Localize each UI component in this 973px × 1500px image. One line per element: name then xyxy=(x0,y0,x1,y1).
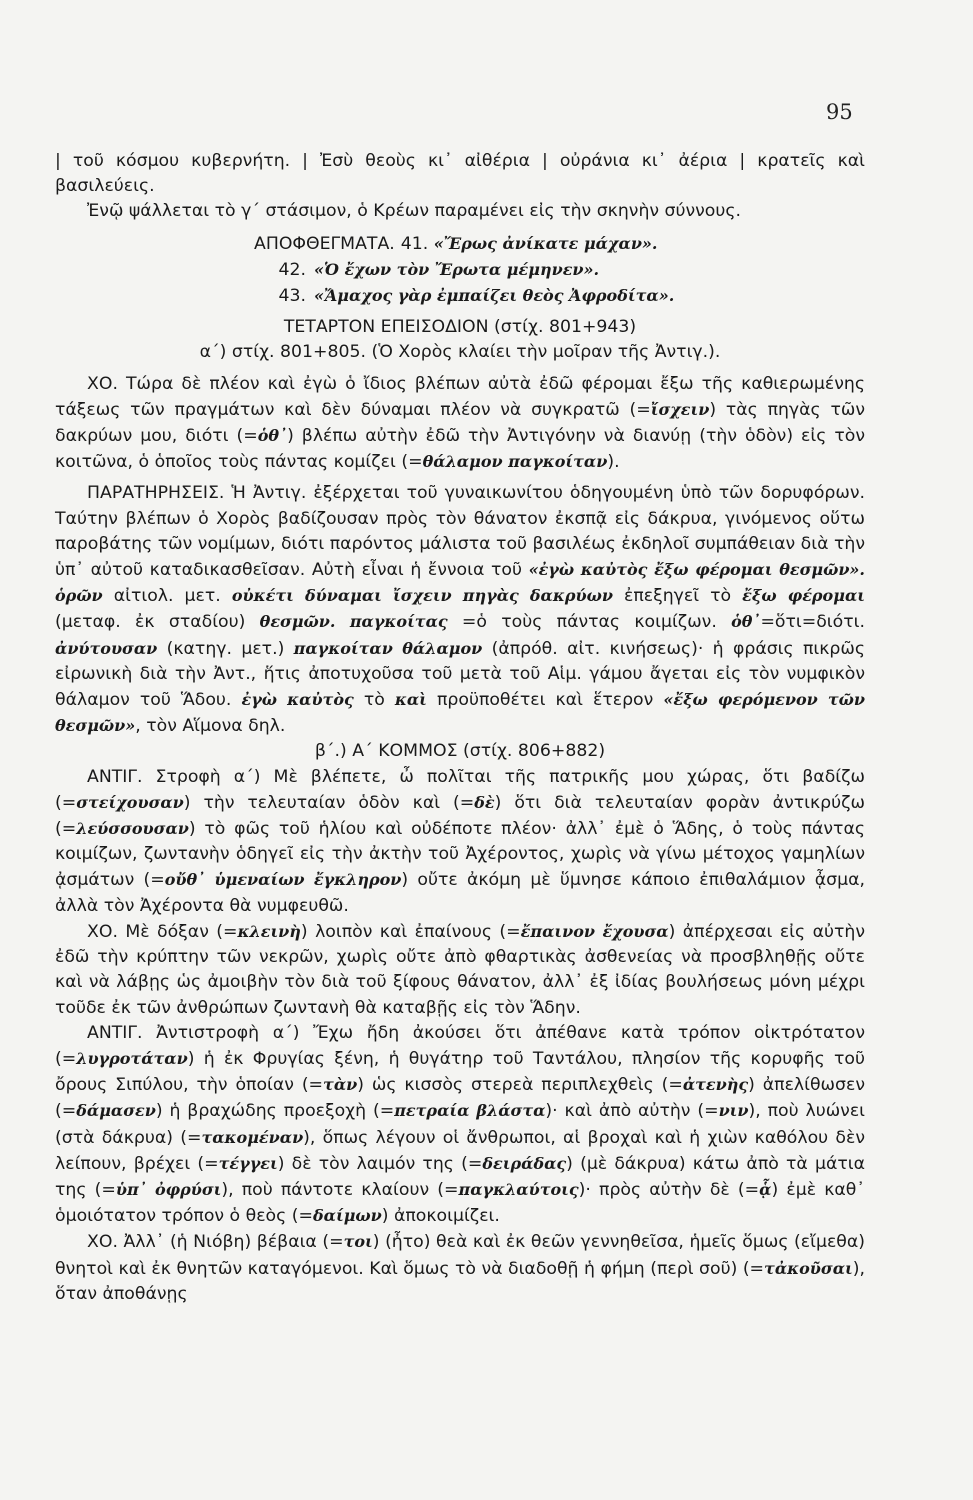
subsection-heading-b: β΄.) Α΄ ΚΟΜΜΟΣ (στίχ. 806+882) xyxy=(314,741,606,762)
paragraph-chorus-1: ΧΟ. Τώρα δὲ πλέον καὶ ἐγὼ ὁ ἴδιος βλέπων αὐτὰ ἐδῶ φέρομαι ἔξω τῆς καθιερωμένης τάξεως τῶν πραγμάτων καὶ δὲν δύναμαι πλέον νὰ συγκρατῶ (=ἴσχειν) τὰς πηγὰς τῶν δακρύων μου, διότι (=ὁθ᾽) βλέπω αὐτὴν ἐδῶ τὴν Ἀντιγόνην νὰ διανύῃ (τὴν ὁδὸν) εἰς τὸν κοιτῶνα, ὁ ὁποῖος τοὺς πάντας κομίζει (=θάλαμον παγκοίταν). xyxy=(55,373,866,473)
page-number: 95 xyxy=(826,100,853,124)
paragraph-remarks: ΠΑΡΑΤΗΡΗΣΕΙΣ. Ἡ Ἀντιγ. ἐξέρχεται τοῦ γυναικωνίτου ὁδηγουμένη ὑπὸ τῶν δορυφόρων. Ταύτην βλέπων ὁ Χορὸς βαδίζουσαν πρὸς τὸν θάνατον ἐκσπᾷ εἰς δάκρυα, γινόμενος οὕτω παροβάτης τῶν νομίμων, διότι παρόντος μάλιστα τοῦ βασιλέως ἐκδηλοῖ συμπάθειαν διὰ τὴν ὑπ᾽ αὐτοῦ καταδικασθεῖσαν. Αὐτὴ εἶναι ἡ ἔννοια τοῦ «ἐγὼ καὐτὸς ἔξω φέρομαι θεσμῶν». ὁρῶν αἰτιολ. μετ. οὐκέτι δύναμαι ἴσχειν πηγὰς δακρύων ἐπεξηγεῖ τὸ ἔξω φέρομαι (μεταφ. ἐκ σταδίου) θεσμῶν. παγκοίτας =ὁ τοὺς πάντας κοιμίζων. ὁθ᾽=ὅτι=διότι. ἀνύτουσαν (κατηγ. μετ.) παγκοίταν θάλαμον (ἀπρόθ. αἰτ. κινήσεως)· ἡ φράσις πικρῶς εἰρωνικὴ διὰ τὴν Ἀντ., ἥτις ἀποτυχοῦσα τοῦ μετὰ τοῦ Αἱμ. γάμου ἄγεται εἰς τὸν νυμφικὸν θάλαμον τοῦ Ἅδου. ἐγὼ καὐτὸς τὸ καὶ προϋποθέτει καὶ ἕτερον «ἔξω φερόμενον τῶν θεσμῶν», τὸν Αἵμονα δηλ. xyxy=(55,483,866,737)
section-heading: ΤΕΤΑΡΤΟΝ ΕΠΕΙΣΟΔΙΟΝ (στίχ. 801+943) xyxy=(283,317,637,338)
paragraph-antigone-strophe: ΑΝΤΙΓ. Στροφὴ α΄) Μὲ βλέπετε, ὦ πολῖται τῆς πατρικῆς μου χώρας, ὅτι βαδίζω (=στείχουσαν) τὴν τελευταίαν ὁδὸν καὶ (=δὲ) ὅτι διὰ τελευταίαν φορὰν ἀντικρύζω (=λεύσσουσαν) τὸ φῶς τοῦ ἡλίου καὶ οὐδέποτε πλέον· ἀλλ᾽ ἐμὲ ὁ Ἅδης, ὁ τοὺς πάντας κοιμίζων, ζωντανὴν ὁδηγεῖ εἰς τὴν ἀκτὴν τοῦ Ἀχέροντος, χωρὶς νὰ γίνω μέτοχος γαμηλίων ᾀσμάτων (=οὔθ᾽ ὑμεναίων ἔγκληρον) οὔτε ἀκόμη μὲ ὕμνησε κάποιο ἐπιθαλάμιον ᾆσμα, ἀλλὰ τὸν Ἀχέροντα θὰ νυμφευθῶ. xyxy=(55,766,865,916)
paragraph-hymn-end: | τοῦ κόσμου κυβερνήτη. | Ἐσὺ θεοὺς κι᾽ αἰθέρια | οὐράνια κι᾽ ἀέρια | κρατεῖς καὶ βασιλεύεις. xyxy=(55,151,865,197)
apophthegm-41: ΑΠΟΦΘΕΓΜΑΤΑ. 41. «Ἔρως ἀνίκατε μάχαν». xyxy=(254,233,658,254)
paragraph-chorus-2: ΧΟ. Μὲ δόξαν (=κλεινὴ) λοιπὸν καὶ ἐπαίνους (=ἔπαινον ἔχουσα) ἀπέρχεσαι εἰς αὐτὴν ἐδῶ τὴν κρύπτην τῶν νεκρῶν, χωρὶς οὔτε ἀπὸ φθαρτικὰς ἀσθενείας νὰ προσβληθῇς οὔτε καὶ νὰ λάβῃς ὡς ἀμοιβὴν τὸν διὰ τοῦ ξίφους θάνατον, ἀλλ᾽ ἐξ ἰδίας βουλήσεως μόνη μέχρι τοῦδε ἐκ τῶν ἀνθρώπων ζωντανὴ θὰ καταβῇς εἰς τὸν Ἅδην. xyxy=(55,921,865,1018)
apophthegm-43: 43. «Ἄμαχος γὰρ ἐμπαίζει θεὸς Ἀφροδίτα». xyxy=(278,286,675,307)
paragraph-antigone-antistrophe: ΑΝΤΙΓ. Ἀντιστροφὴ α΄) Ἔχω ἤδη ἀκούσει ὅτι ἀπέθανε κατὰ τρόπον οἰκτρότατον (=λυγροτάταν) ἡ ἐκ Φρυγίας ξένη, ἡ θυγάτηρ τοῦ Ταντάλου, πλησίον τῆς κορυφῆς τοῦ ὄρους Σιπύλου, τὴν ὁποίαν (=τὰν) ὡς κισσὸς στερεὰ περιπλεχθεὶς (=ἀτενὴς) ἀπελίθωσεν (=δάμασεν) ἡ βραχώδης προεξοχὴ (=πετραία βλάστα)· καὶ ἀπὸ αὐτὴν (=νιν), ποὺ λυώνει (στὰ δάκρυα) (=τακομέναν), ὅπως λέγουν οἱ ἄνθρωποι, αἱ βροχαὶ καὶ ἡ χιὼν καθόλου δὲν λείπουν, βρέχει (=τέγγει) δὲ τὸν λαιμόν της (=δειράδας) (μὲ δάκρυα) κάτω ἀπὸ τὰ μάτια της (=ὑπ᾽ ὀφρύσι), ποὺ πάντοτε κλαίουν (=παγκλαύτοις)· πρὸς αὐτὴν δὲ (=ᾇ) ἐμὲ καθ᾽ ὁμοιότατον τρόπον ὁ θεὸς (=δαίμων) ἀποκοιμίζει. xyxy=(55,1022,866,1227)
apophthegm-42: 42. «Ὁ ἔχων τὸν Ἔρωτα μέμηνεν». xyxy=(278,259,600,280)
apophthegm-label: ΑΠΟΦΘΕΓΜΑΤΑ. xyxy=(254,233,395,254)
body-text xyxy=(55,149,865,1307)
paragraph-stage-note: Ἐνῷ ψάλλεται τὸ γ΄ στάσιμον, ὁ Κρέων παραμένει εἰς τὴν σκηνὴν σύννους. xyxy=(87,201,742,222)
subsection-heading-a: α΄) στίχ. 801+805. (Ὁ Χορὸς κλαίει τὴν μοῖραν τῆς Ἀντιγ.). xyxy=(199,342,721,363)
paragraph-chorus-3: ΧΟ. Ἀλλ᾽ (ἡ Νιόβη) βέβαια (=τοι) (ἦτο) θεὰ καὶ ἐκ θεῶν γεννηθεῖσα, ἡμεῖς ὅμως (εἴμεθα) θνητοὶ καὶ ἐκ θνητῶν καταγόμενοι. Καὶ ὅμως τὸ νὰ διαδοθῇ ἡ φήμη (περὶ σοῦ) (=τἀκοῦσαι), ὅταν ἀποθάνῃς xyxy=(55,1232,865,1304)
